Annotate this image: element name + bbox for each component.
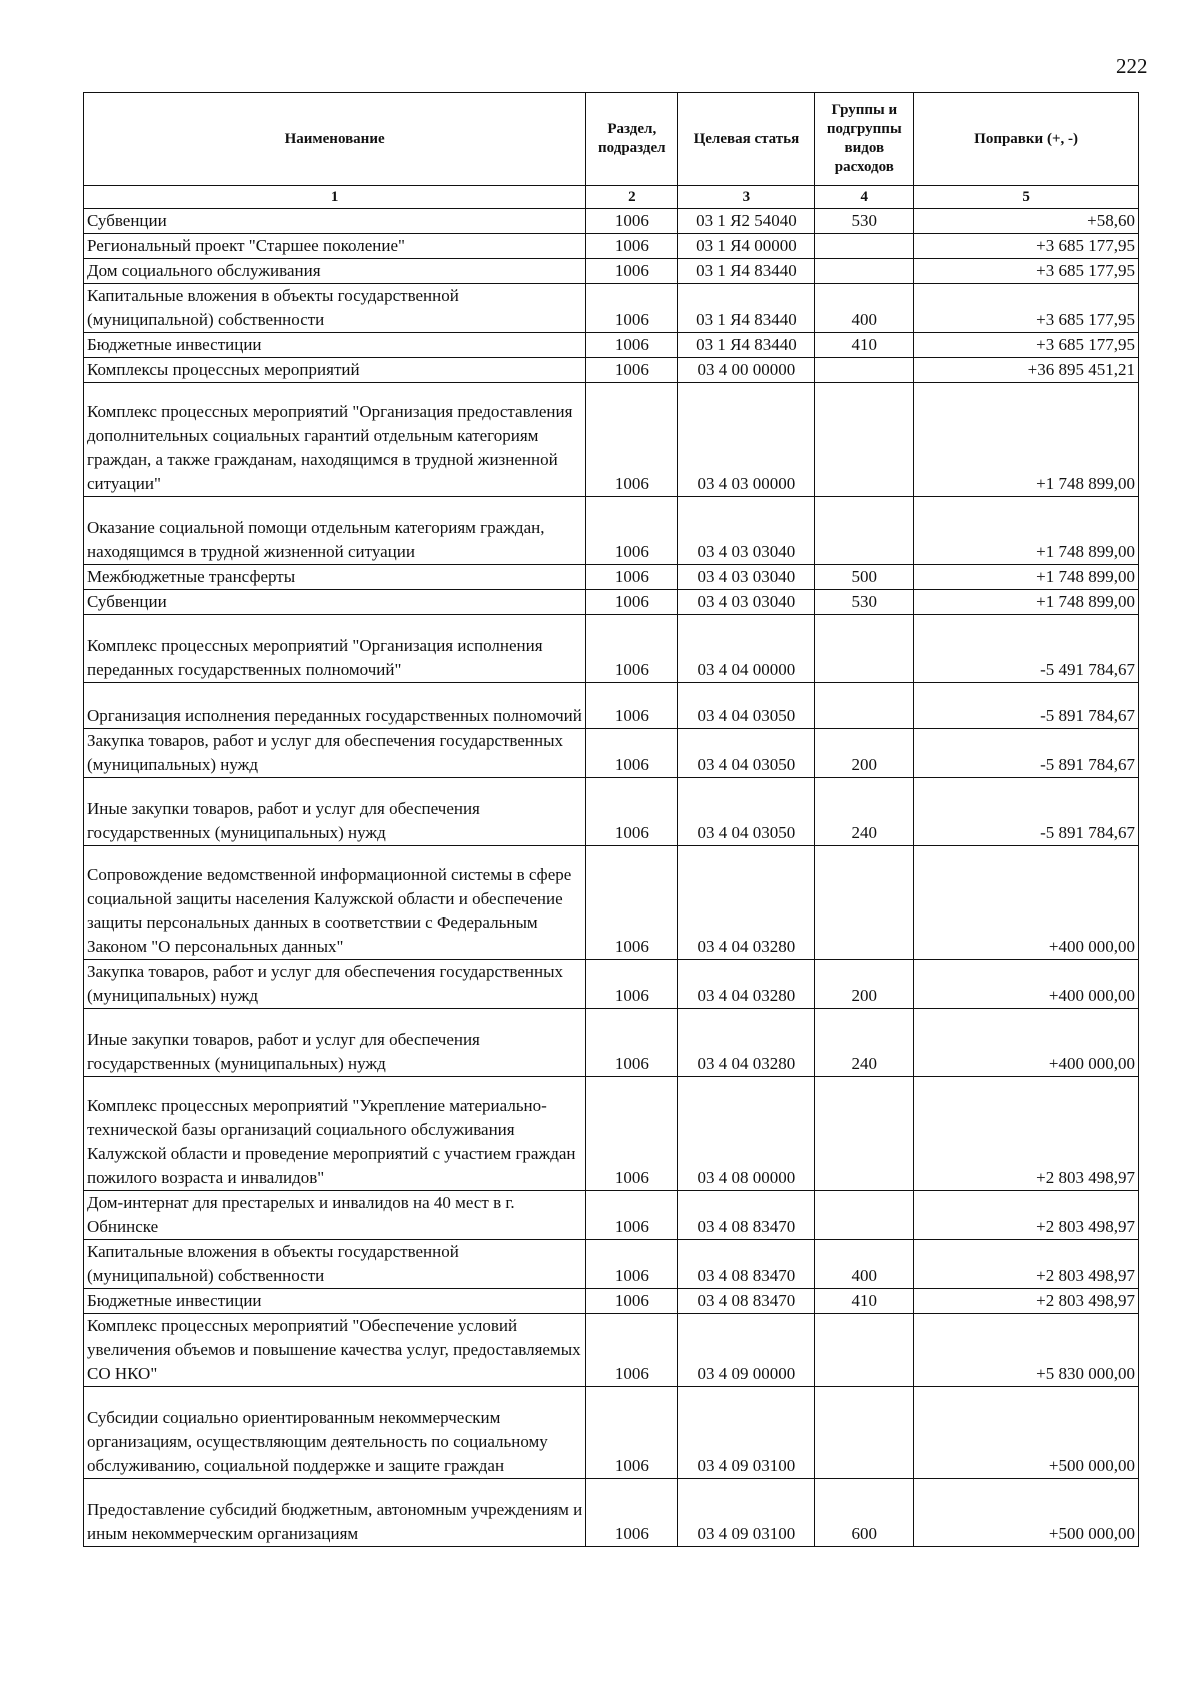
table-row [84, 383, 1139, 497]
row-name: Оказание социальной помощи отдельным категориям граждан, находящимся в трудной жизненной ситуации [84, 497, 586, 565]
table-row [84, 729, 1139, 778]
row-name: Комплекс процессных мероприятий "Организация исполнения переданных государственных полномочий" [84, 615, 586, 683]
row-amount: +3 685 177,95 [914, 259, 1139, 284]
row-group: 530 [815, 209, 914, 234]
row-name: Иные закупки товаров, работ и услуг для обеспечения государственных (муниципальных) нужд [84, 1009, 586, 1077]
row-section: 1006 [586, 778, 678, 846]
row-group [815, 683, 914, 729]
column-number: 1 [84, 186, 586, 209]
header-row [84, 93, 1139, 186]
page-number: 222 [1116, 54, 1148, 78]
table-row [84, 284, 1139, 333]
table-row [84, 1240, 1139, 1289]
table-row [84, 1191, 1139, 1240]
table-row [84, 1387, 1139, 1479]
table-row [84, 1077, 1139, 1191]
row-amount: +500 000,00 [914, 1387, 1139, 1479]
row-name: Дом социального обслуживания [84, 259, 586, 284]
row-section: 1006 [586, 683, 678, 729]
budget-table [83, 92, 1139, 1547]
row-name: Организация исполнения переданных государственных полномочий [84, 683, 586, 729]
row-section: 1006 [586, 729, 678, 778]
row-amount: +1 748 899,00 [914, 497, 1139, 565]
row-section: 1006 [586, 383, 678, 497]
row-section: 1006 [586, 1240, 678, 1289]
table-row [84, 1009, 1139, 1077]
row-name: Закупка товаров, работ и услуг для обеспечения государственных (муниципальных) нужд [84, 729, 586, 778]
row-name: Иные закупки товаров, работ и услуг для обеспечения государственных (муниципальных) нужд [84, 778, 586, 846]
row-name: Дом-интернат для престарелых и инвалидов на 40 мест в г. Обнинске [84, 1191, 586, 1240]
row-section: 1006 [586, 1009, 678, 1077]
row-group [815, 497, 914, 565]
column-number-row [84, 186, 1139, 209]
header-section: Раздел, подраздел [586, 93, 678, 186]
row-article: 03 1 Я4 83440 [678, 333, 815, 358]
row-section: 1006 [586, 209, 678, 234]
row-article: 03 4 08 00000 [678, 1077, 815, 1191]
row-article: 03 4 09 03100 [678, 1387, 815, 1479]
row-amount: +1 748 899,00 [914, 383, 1139, 497]
row-group: 600 [815, 1479, 914, 1547]
row-group: 200 [815, 729, 914, 778]
table-row [84, 209, 1139, 234]
row-article: 03 1 Я2 54040 [678, 209, 815, 234]
row-name: Субвенции [84, 209, 586, 234]
row-group [815, 259, 914, 284]
column-number: 3 [678, 186, 815, 209]
row-name: Комплекс процессных мероприятий "Организация предоставления дополнительных социальных гарантий отдельным категориям граждан, а также гражданам, находящимся в трудной жизненной ситуации" [84, 383, 586, 497]
row-name: Капитальные вложения в объекты государственной (муниципальной) собственности [84, 284, 586, 333]
row-amount: -5 891 784,67 [914, 683, 1139, 729]
row-name: Комплекс процессных мероприятий "Укрепление материально-технической базы организаций социального обслуживания Калужской области и проведение мероприятий с участием граждан пожилого возраста и инвалидов" [84, 1077, 586, 1191]
row-section: 1006 [586, 1479, 678, 1547]
header-name: Наименование [84, 93, 586, 186]
row-name: Комплексы процессных мероприятий [84, 358, 586, 383]
row-amount: +58,60 [914, 209, 1139, 234]
table-row [84, 960, 1139, 1009]
header-group: Группы и подгруппы видов расходов [815, 93, 914, 186]
row-amount: +3 685 177,95 [914, 284, 1139, 333]
row-name: Капитальные вложения в объекты государственной (муниципальной) собственности [84, 1240, 586, 1289]
table-row [84, 615, 1139, 683]
row-article: 03 4 04 03280 [678, 846, 815, 960]
row-article: 03 4 09 00000 [678, 1314, 815, 1387]
row-section: 1006 [586, 234, 678, 259]
row-group [815, 1077, 914, 1191]
row-group: 200 [815, 960, 914, 1009]
table-row [84, 1289, 1139, 1314]
row-amount: +2 803 498,97 [914, 1289, 1139, 1314]
row-amount: +3 685 177,95 [914, 234, 1139, 259]
row-amount: +36 895 451,21 [914, 358, 1139, 383]
row-group [815, 1191, 914, 1240]
table-row [84, 590, 1139, 615]
row-name: Закупка товаров, работ и услуг для обеспечения государственных (муниципальных) нужд [84, 960, 586, 1009]
table-row [84, 683, 1139, 729]
row-amount: -5 891 784,67 [914, 729, 1139, 778]
row-group [815, 615, 914, 683]
row-group: 400 [815, 284, 914, 333]
row-amount: +2 803 498,97 [914, 1077, 1139, 1191]
row-name: Бюджетные инвестиции [84, 1289, 586, 1314]
row-name: Сопровождение ведомственной информационной системы в сфере социальной защиты населения Калужской области и обеспечение защиты персональных данных в соответствии с Федеральным Законом "О персональных данных" [84, 846, 586, 960]
row-name: Бюджетные инвестиции [84, 333, 586, 358]
row-article: 03 4 08 83470 [678, 1191, 815, 1240]
column-number: 2 [586, 186, 678, 209]
row-article: 03 4 04 00000 [678, 615, 815, 683]
table-row [84, 846, 1139, 960]
column-number: 4 [815, 186, 914, 209]
row-name: Предоставление субсидий бюджетным, автономным учреждениям и иным некоммерческим организациям [84, 1479, 586, 1547]
row-name: Субвенции [84, 590, 586, 615]
row-group: 530 [815, 590, 914, 615]
row-article: 03 4 09 03100 [678, 1479, 815, 1547]
row-amount: +5 830 000,00 [914, 1314, 1139, 1387]
row-group: 240 [815, 1009, 914, 1077]
row-group [815, 1314, 914, 1387]
row-article: 03 1 Я4 00000 [678, 234, 815, 259]
row-article: 03 4 03 03040 [678, 565, 815, 590]
row-article: 03 1 Я4 83440 [678, 259, 815, 284]
row-group: 410 [815, 333, 914, 358]
row-amount: +400 000,00 [914, 960, 1139, 1009]
row-group [815, 846, 914, 960]
table-row [84, 565, 1139, 590]
row-section: 1006 [586, 284, 678, 333]
row-section: 1006 [586, 1387, 678, 1479]
row-article: 03 4 04 03280 [678, 960, 815, 1009]
row-name: Межбюджетные трансферты [84, 565, 586, 590]
row-section: 1006 [586, 497, 678, 565]
row-group: 400 [815, 1240, 914, 1289]
row-amount: +400 000,00 [914, 846, 1139, 960]
table-row [84, 333, 1139, 358]
row-group: 240 [815, 778, 914, 846]
row-article: 03 4 08 83470 [678, 1240, 815, 1289]
table-row [84, 259, 1139, 284]
row-article: 03 4 04 03050 [678, 778, 815, 846]
row-group: 410 [815, 1289, 914, 1314]
row-group [815, 358, 914, 383]
column-number: 5 [914, 186, 1139, 209]
row-name: Комплекс процессных мероприятий "Обеспечение условий увеличения объемов и повышение качества услуг, предоставляемых СО НКО" [84, 1314, 586, 1387]
row-group: 500 [815, 565, 914, 590]
row-section: 1006 [586, 1191, 678, 1240]
row-amount: +1 748 899,00 [914, 565, 1139, 590]
row-amount: +3 685 177,95 [914, 333, 1139, 358]
row-section: 1006 [586, 590, 678, 615]
header-article: Целевая статья [678, 93, 815, 186]
table-row [84, 234, 1139, 259]
row-section: 1006 [586, 846, 678, 960]
row-section: 1006 [586, 358, 678, 383]
row-amount: -5 891 784,67 [914, 778, 1139, 846]
table-row [84, 1314, 1139, 1387]
row-section: 1006 [586, 960, 678, 1009]
table-body [84, 209, 1139, 1547]
row-article: 03 1 Я4 83440 [678, 284, 815, 333]
row-section: 1006 [586, 1314, 678, 1387]
row-section: 1006 [586, 1077, 678, 1191]
row-section: 1006 [586, 1289, 678, 1314]
row-article: 03 4 08 83470 [678, 1289, 815, 1314]
row-group [815, 234, 914, 259]
row-article: 03 4 04 03050 [678, 729, 815, 778]
row-section: 1006 [586, 259, 678, 284]
table-row [84, 778, 1139, 846]
table-row [84, 497, 1139, 565]
table-row [84, 358, 1139, 383]
table-row [84, 1479, 1139, 1547]
row-name: Региональный проект "Старшее поколение" [84, 234, 586, 259]
row-article: 03 4 00 00000 [678, 358, 815, 383]
row-amount: -5 491 784,67 [914, 615, 1139, 683]
row-amount: +500 000,00 [914, 1479, 1139, 1547]
row-group [815, 383, 914, 497]
row-article: 03 4 03 03040 [678, 590, 815, 615]
row-amount: +1 748 899,00 [914, 590, 1139, 615]
row-amount: +400 000,00 [914, 1009, 1139, 1077]
row-article: 03 4 03 00000 [678, 383, 815, 497]
row-group [815, 1387, 914, 1479]
row-name: Субсидии социально ориентированным некоммерческим организациям, осуществляющим деятельность по социальному обслуживанию, социальной поддержке и защите граждан [84, 1387, 586, 1479]
row-article: 03 4 04 03280 [678, 1009, 815, 1077]
row-amount: +2 803 498,97 [914, 1191, 1139, 1240]
row-section: 1006 [586, 565, 678, 590]
header-amount: Поправки (+, -) [914, 93, 1139, 186]
row-article: 03 4 04 03050 [678, 683, 815, 729]
row-section: 1006 [586, 333, 678, 358]
row-article: 03 4 03 03040 [678, 497, 815, 565]
row-section: 1006 [586, 615, 678, 683]
row-amount: +2 803 498,97 [914, 1240, 1139, 1289]
